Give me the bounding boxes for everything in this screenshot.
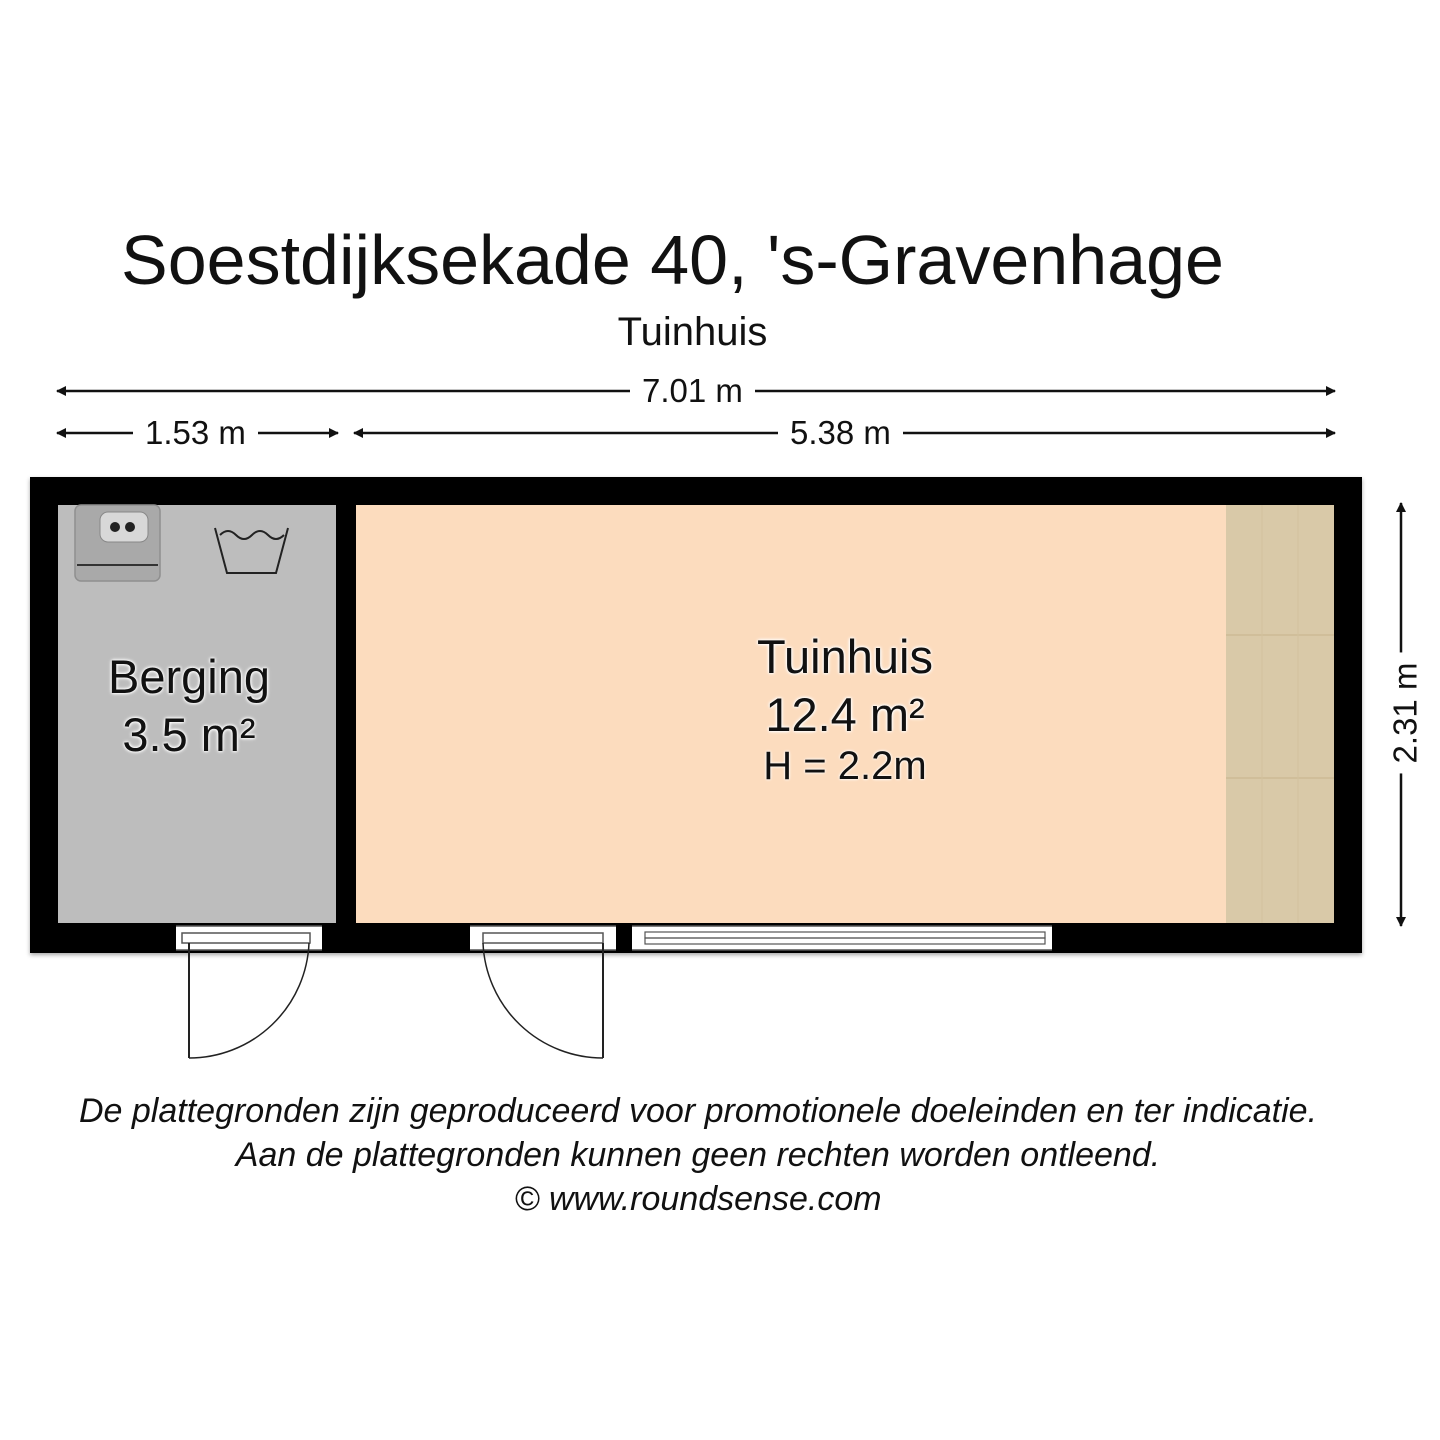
deck-area <box>1226 505 1334 923</box>
tuinhuis-room-area: 12.4 m² <box>765 688 925 741</box>
copyright-line: © www.roundsense.com <box>514 1180 882 1218</box>
height-label: 2.31 m <box>1387 653 1423 774</box>
plan-subtitle: Tuinhuis <box>617 310 768 354</box>
tuinhuis-room-name: Tuinhuis <box>757 630 933 683</box>
berging-room-name: Berging <box>108 650 270 703</box>
disclaimer-line-2: Aan de plattegronden kunnen geen rechten worden ontleend. <box>235 1136 1161 1174</box>
tuinhuis-door <box>470 926 616 1058</box>
berging-width-label: 1.53 m <box>133 415 258 451</box>
washing-machine-icon <box>75 505 160 581</box>
tuinhuis-window <box>632 926 1052 950</box>
tuinhuis-room-height: H = 2.2m <box>763 744 927 788</box>
berging-room-area: 3.5 m² <box>122 708 256 761</box>
disclaimer-line-1: De plattegronden zijn geproduceerd voor promotionele doeleinden en ter indicatie. <box>78 1092 1318 1130</box>
tuinhuis-width-label: 5.38 m <box>778 415 903 451</box>
total-width-label: 7.01 m <box>630 373 755 409</box>
plan-title: Soestdijksekade 40, 's-Gravenhage <box>121 221 1224 299</box>
berging-door <box>176 926 322 1058</box>
